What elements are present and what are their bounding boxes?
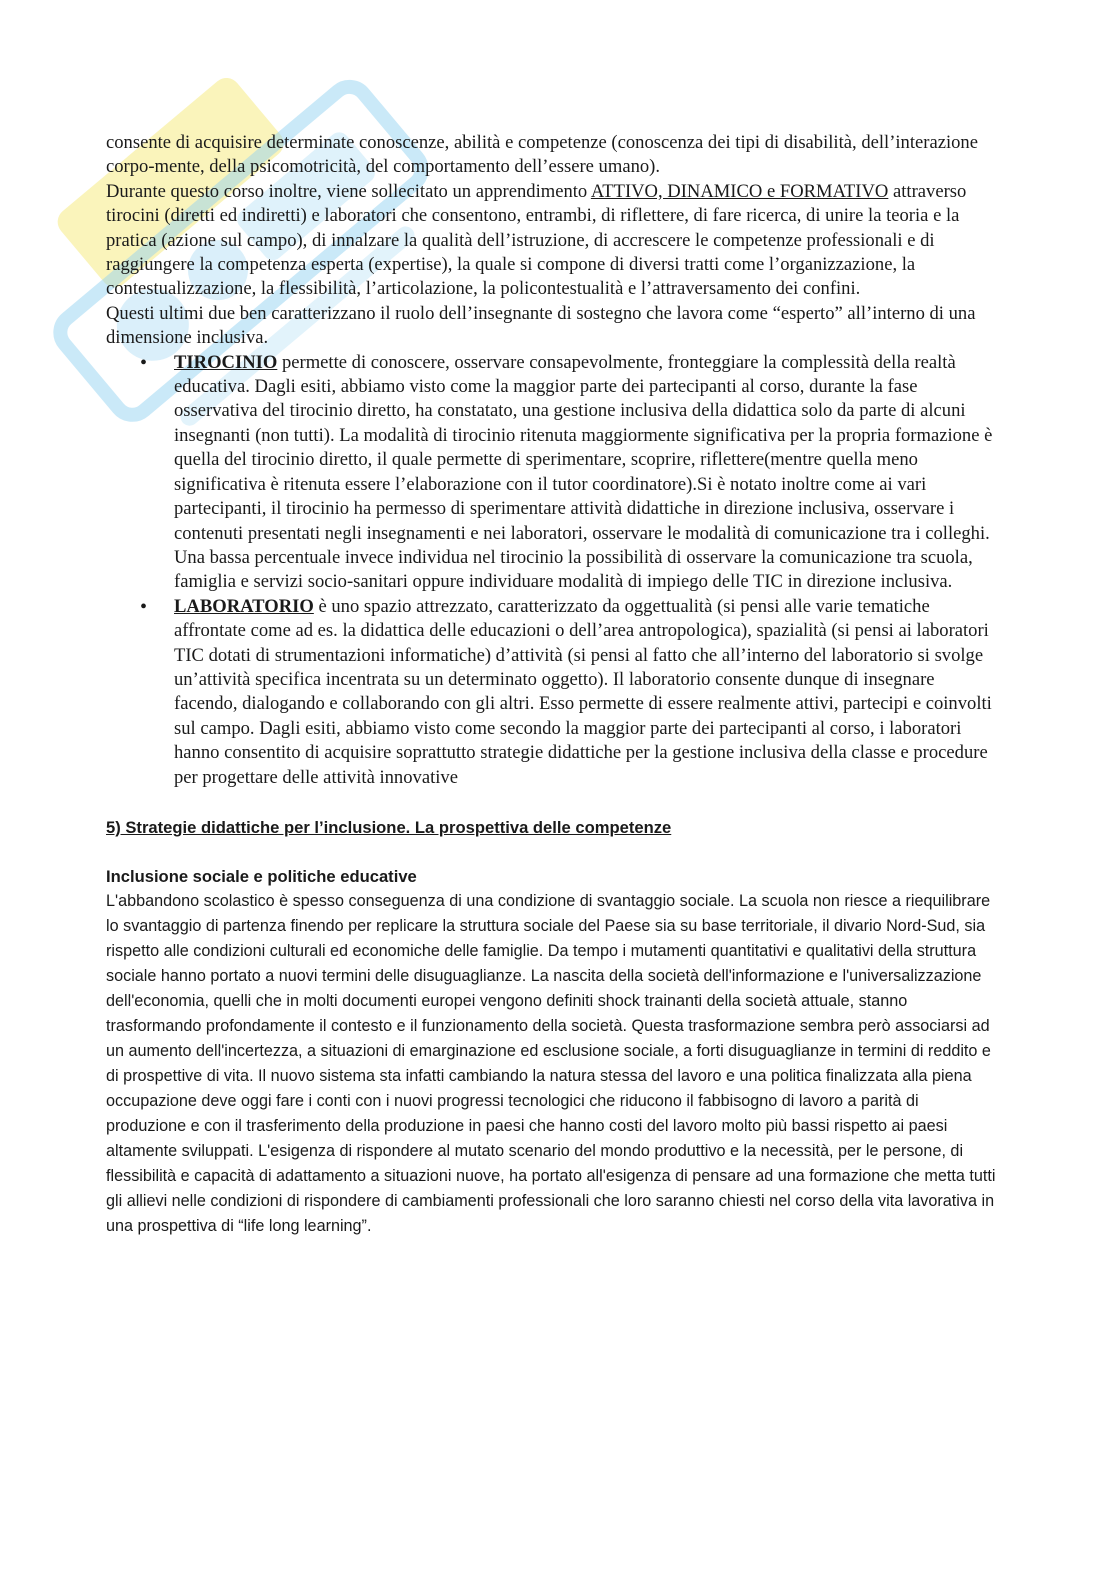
bullet-item-laboratorio xyxy=(106,595,1001,790)
intro-text xyxy=(106,131,1001,790)
intro-paragraph-2-end: attraverso tirocini (diretti ed indiretti) e laboratori che consentono, entrambi, di riflettere, di fare ricerca, di unire la teoria e la pratica (azione sul campo), di innalzare la qualità dell’istruzione, di accrescere le competenze professionali e di raggiungere la competenza esperta (expertise), la quale si compone di diversi tratti come l’organizzazione, la contestualizzazione, la flessibilità, l’articolazione, la policontestualità e l’attraversamento dei confini. xyxy=(106,180,967,300)
intro-paragraph-1: consente di acquisire determinate conoscenze, abilità e competenze (conoscenza dei tipi di disabilità, dell’interazione corpo-mente, della psicomotricità, del comportamento dell’essere umano). xyxy=(106,132,978,178)
learning-qualities: ATTIVO, DINAMICO e FORMATIVO xyxy=(590,180,889,202)
bullet-text: è uno spazio attrezzato, caratterizzato da oggettualità (si pensi alle varie tematiche affrontate come ad es. la didattica delle educazioni o dell’area antropologica), spazialità (si pensi ai laboratori TIC dotati di strumentazioni informatiche) d’attività (si pensi al fatto che all’interno del laboratorio si svolge un’attività specifica incentrata su un determinato oggetto). Il laboratorio consente dunque di insegnare facendo, dialogando e collaborando con gli altri. Esso permette di essere realmente attivi, partecipi e coinvolti sul campo. Dagli esiti, abbiamo visto come secondo la maggior parte dei partecipanti al corso, i laboratori hanno consentito di acquisire soprattutto strategie didattiche per la gestione inclusiva della classe e procedure per progettare delle attività innovative xyxy=(174,595,992,788)
bullet-term: TIROCINIO xyxy=(174,351,278,373)
section-heading: 5) Strategie didattiche per l’inclusione. La prospettiva delle competenze xyxy=(106,817,672,837)
document-page xyxy=(106,131,1001,1239)
bullet-item-tirocinio xyxy=(106,351,1001,595)
intro-paragraph-2 xyxy=(106,180,1001,302)
intro-paragraph-3: Questi ultimi due ben caratterizzano il ruolo dell’insegnante di sostegno che lavora come “esperto” all’interno di una dimensione inclusiva. xyxy=(106,302,976,349)
bullet-term: LABORATORIO xyxy=(174,595,314,617)
intro-paragraph-2-start: Durante questo corso inoltre, viene sollecitato un apprendimento xyxy=(106,180,591,202)
subsection-heading: Inclusione sociale e politiche educative xyxy=(106,866,417,886)
section-body: L'abbandono scolastico è spesso conseguenza di una condizione di svantaggio sociale. La scuola non riesce a riequilibrare lo svantaggio di partenza finendo per replicare la struttura sociale del Paese sia su base territoriale, il divario Nord-Sud, sia rispetto alle condizioni culturali ed economiche delle famiglie. Da tempo i mutamenti quantitativi e qualitativi della struttura sociale hanno portato a nuovi termini delle disuguaglianze. La nascita della società dell'informazione e l'universalizzazione dell'economia, quelli che in molti documenti europei vengono definiti shock trainanti della società attuale, stanno trasformando profondamente il contesto e il funzionamento della società. Questa trasformazione sembra però associarsi ad un aumento dell'incertezza, a situazioni di emarginazione ed esclusione sociale, a forti disuguaglianze in termini di reddito e di prospettive di vita. Il nuovo sistema sta infatti cambiando la natura stessa del lavoro e una politica finalizzata alla piena occupazione deve oggi fare i conti con i nuovi progressi tecnologici che riducono il fabbisogno di lavoro a parità di produzione e con il trasferimento della produzione in paesi che hanno costi del lavoro molto più bassi rispetto ai paesi altamente sviluppati. L'esigenza di rispondere al mutato scenario del mondo produttivo e la necessità, per le persone, di flessibilità e capacità di adattamento a situazioni nuove, ha portato all'esigenza di pensare ad una formazione che metta tutti gli allievi nelle condizioni di rispondere di cambiamenti professionali che loro saranno chiesti nel corso della vita lavorativa in una prospettiva di “life long learning”. xyxy=(106,891,996,1235)
bullet-list xyxy=(106,351,1001,790)
bullet-text: permette di conoscere, osservare consapevolmente, fronteggiare la complessità della realtà educativa. Dagli esiti, abbiamo visto come la maggior parte dei partecipanti al corso, durante la fase osservativa del tirocinio diretto, ha constatato, una gestione inclusiva della didattica solo da parte di alcuni insegnanti (non tutti). La modalità di tirocinio ritenuta maggiormente significativa per la propria formazione è quella del tirocinio diretto, il quale permette di sperimentare, scoprire, riflettere(mentre quella meno significativa è ritenuta essere l’elaborazione con il tutor coordinatore).Si è notato inoltre come ai vari partecipanti, il tirocinio ha permesso di sperimentare attività didattiche in direzione inclusiva, osservare i contenuti presentati negli insegnamenti e nei laboratori, osservare le modalità di comunicazione tra i colleghi. Una bassa percentuale invece individua nel tirocinio la possibilità di osservare la comunicazione tra scuola, famiglia e servizi socio-sanitari oppure individuare modalità di impiego delle TIC in direzione inclusiva. xyxy=(174,351,993,593)
